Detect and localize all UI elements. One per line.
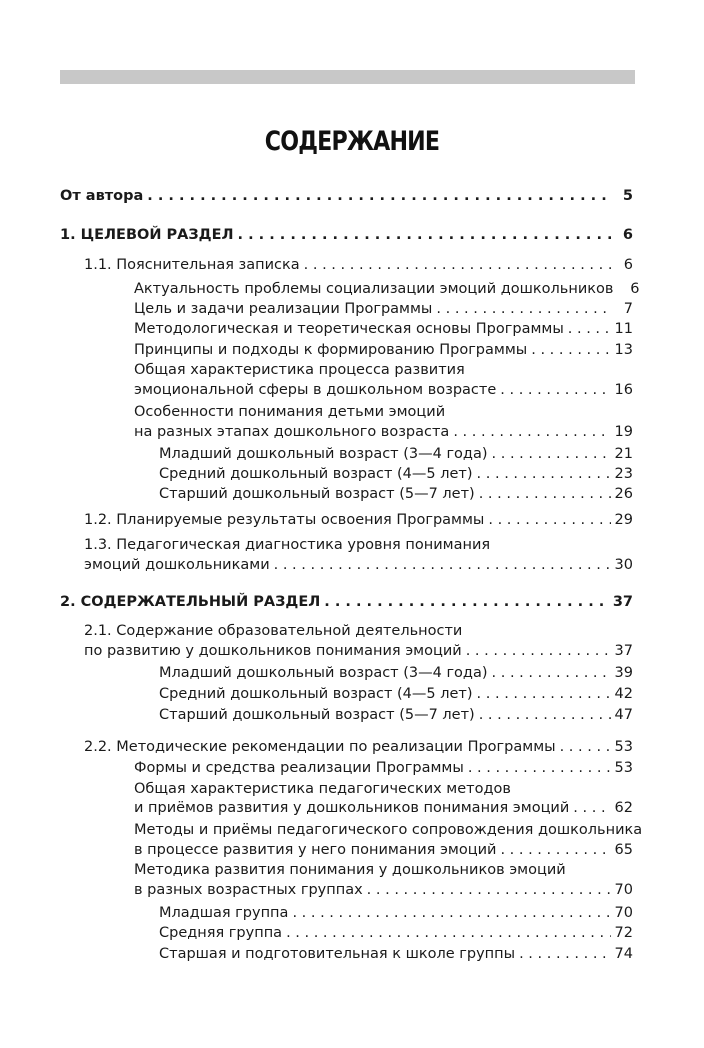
- leader-dots: [492, 663, 611, 683]
- toc-entry[interactable]: [159, 903, 633, 923]
- toc-page-number: 37: [614, 643, 633, 659]
- leader-dots: [147, 186, 611, 206]
- toc-entry-from-author[interactable]: [60, 186, 633, 206]
- leader-dots: [477, 684, 611, 704]
- toc-entry[interactable]: [159, 484, 633, 504]
- toc-entry-label: Средний дошкольный возраст (4—5 лет): [159, 466, 473, 482]
- toc-entry-label-line1: Особенности понимания детьми эмоций: [134, 404, 446, 420]
- toc-entry-label: Старший дошкольный возраст (5—7 лет): [159, 486, 475, 502]
- leader-dots: [479, 705, 611, 725]
- toc-entry-label: 1.2. Планируемые результаты освоения Программы: [84, 512, 485, 528]
- leader-dots: [500, 380, 610, 400]
- toc-entry[interactable]: [159, 464, 633, 484]
- leader-dots: [492, 444, 611, 464]
- toc-page-number: 6: [623, 257, 633, 273]
- leader-dots: [304, 255, 611, 275]
- toc-page-number: 70: [614, 905, 633, 921]
- leader-dots: [479, 484, 611, 504]
- toc-page-number: 53: [614, 760, 633, 776]
- leader-dots: [519, 944, 610, 964]
- toc-entry-label: Формы и средства реализации Программы: [134, 760, 464, 776]
- toc-entry-1-2[interactable]: [84, 510, 633, 530]
- toc-page-number: 29: [614, 512, 633, 528]
- toc-page-number: 42: [614, 686, 633, 702]
- toc-entry-2-1[interactable]: [84, 641, 633, 661]
- toc-page-number: 19: [614, 424, 633, 440]
- leader-dots: [274, 555, 611, 575]
- leader-dots: [453, 422, 610, 442]
- toc-section-1[interactable]: [60, 225, 633, 245]
- toc-entry-label: на разных этапах дошкольного возраста: [134, 424, 450, 440]
- toc-entry-label: Принципы и подходы к формированию Программы: [134, 342, 528, 358]
- toc-entry-label-line1: 2.1. Содержание образовательной деятельности: [84, 623, 463, 639]
- toc-entry[interactable]: [134, 299, 633, 319]
- leader-dots: [324, 592, 609, 612]
- toc-page-number: 11: [614, 321, 633, 337]
- toc-entry-label: в разных возрастных группах: [134, 882, 363, 898]
- toc-entry[interactable]: [159, 684, 633, 704]
- leader-dots: [367, 880, 611, 900]
- toc-entry[interactable]: [159, 705, 633, 725]
- toc-entry-label: эмоций дошкольниками: [84, 557, 270, 573]
- toc-entry[interactable]: [134, 798, 633, 818]
- toc-page-number: 37: [612, 594, 633, 610]
- toc-entry-label: и приёмов развития у дошкольников понимания эмоций: [134, 800, 570, 816]
- toc-entry-label: 2. СОДЕРЖАТЕЛЬНЫЙ РАЗДЕЛ: [60, 594, 321, 610]
- toc-entry[interactable]: [159, 944, 633, 964]
- toc-entry-1-1[interactable]: [84, 255, 633, 275]
- leader-dots: [488, 510, 610, 530]
- toc-entry-label: эмоциональной сферы в дошкольном возрасте: [134, 382, 497, 398]
- toc-entry[interactable]: [134, 758, 633, 778]
- toc-page-number: 53: [614, 739, 633, 755]
- toc-page-number: 30: [614, 557, 633, 573]
- toc-entry[interactable]: [159, 444, 633, 464]
- toc-entry-label: Средний дошкольный возраст (4—5 лет): [159, 686, 473, 702]
- leader-dots: [560, 737, 611, 757]
- page-title: СОДЕРЖАНИЕ: [264, 126, 440, 157]
- toc-page-number: 72: [614, 925, 633, 941]
- toc-entry[interactable]: [134, 380, 633, 400]
- toc-entry[interactable]: [159, 663, 633, 683]
- toc-page-number: 74: [614, 946, 633, 962]
- toc-entry-label: Актуальность проблемы социализации эмоций дошкольников: [134, 281, 614, 297]
- leader-dots: [500, 840, 610, 860]
- toc-page-number: 5: [622, 188, 633, 204]
- leader-dots: [292, 903, 610, 923]
- toc-entry[interactable]: [159, 923, 633, 943]
- leader-dots: [468, 758, 611, 778]
- toc-page-number: 21: [614, 446, 633, 462]
- toc-entry-label: Средняя группа: [159, 925, 283, 941]
- leader-dots: [573, 798, 610, 818]
- leader-dots: [436, 299, 611, 319]
- toc-entry-label: по развитию у дошкольников понимания эмоций: [84, 643, 462, 659]
- toc-page-number: 26: [614, 486, 633, 502]
- toc-entry-label: Старшая и подготовительная к школе группы: [159, 946, 516, 962]
- toc-entry-label: Цель и задачи реализации Программы: [134, 301, 433, 317]
- toc-entry-label-line1: Методика развития понимания у дошкольников эмоций: [134, 862, 566, 878]
- header-bar: [60, 70, 635, 84]
- toc-page-number: 70: [614, 882, 633, 898]
- toc-entry-label-line1: Общая характеристика педагогических методов: [134, 781, 511, 797]
- leader-dots: [531, 340, 610, 360]
- toc-page-number: 62: [614, 800, 633, 816]
- leader-dots: [568, 319, 611, 339]
- toc-entry-label-line1: Методы и приёмы педагогического сопровождения дошкольника: [134, 822, 643, 838]
- toc-entry-2-2[interactable]: [84, 737, 633, 757]
- leader-dots: [238, 225, 611, 245]
- toc-page-number: 7: [623, 301, 633, 317]
- toc-entry-label: 2.2. Методические рекомендации по реализации Программы: [84, 739, 556, 755]
- toc-page-number: 6: [622, 227, 633, 243]
- toc-entry-label-line1: Общая характеристика процесса развития: [134, 362, 465, 378]
- toc-page-number: 13: [614, 342, 633, 358]
- toc-entry[interactable]: [134, 340, 633, 360]
- toc-page-number: 47: [614, 707, 633, 723]
- toc-entry-label: Младший дошкольный возраст (3—4 года): [159, 446, 488, 462]
- toc-entry-1-3[interactable]: [84, 555, 633, 575]
- toc-entry-label: От автора: [60, 188, 144, 204]
- toc-entry-label: Младшая группа: [159, 905, 289, 921]
- toc-entry-label: Старший дошкольный возраст (5—7 лет): [159, 707, 475, 723]
- toc-entry[interactable]: [134, 279, 640, 299]
- toc-entry-label: в процессе развития у него понимания эмоций: [134, 842, 497, 858]
- toc-entry-label: 1.1. Пояснительная записка: [84, 257, 300, 273]
- toc-page-number: 39: [614, 665, 633, 681]
- toc-page-number: 16: [614, 382, 633, 398]
- toc-entry[interactable]: [134, 840, 633, 860]
- leader-dots: [477, 464, 611, 484]
- toc-entry-label: 1. ЦЕЛЕВОЙ РАЗДЕЛ: [60, 227, 234, 243]
- leader-dots: [466, 641, 611, 661]
- leader-dots: [286, 923, 610, 943]
- toc-entry[interactable]: [134, 880, 633, 900]
- toc-page-number: 23: [614, 466, 633, 482]
- toc-entry-label: Методологическая и теоретическая основы Программы: [134, 321, 564, 337]
- toc-entry-label-line1: 1.3. Педагогическая диагностика уровня понимания: [84, 537, 491, 553]
- toc-entry[interactable]: [134, 422, 633, 442]
- toc-page-number: 6: [630, 281, 640, 297]
- toc-entry-label: Младший дошкольный возраст (3—4 года): [159, 665, 488, 681]
- toc-entry[interactable]: [134, 319, 633, 339]
- toc-page-number: 65: [614, 842, 633, 858]
- toc-section-2[interactable]: [60, 592, 633, 612]
